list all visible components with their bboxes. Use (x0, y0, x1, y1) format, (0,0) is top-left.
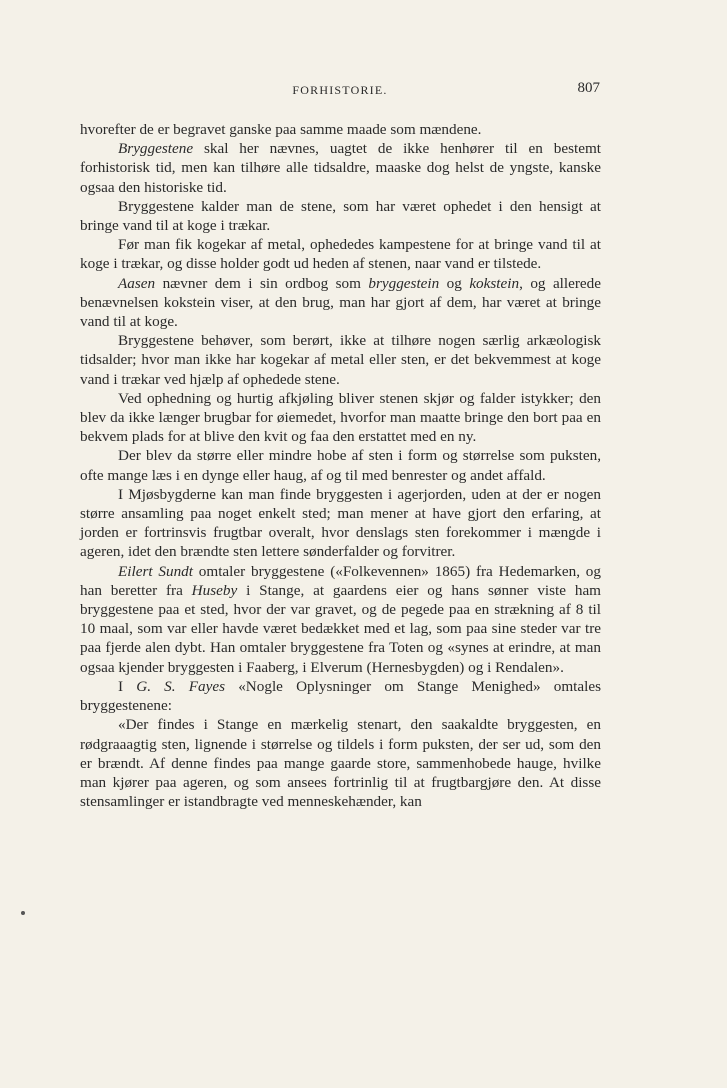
text-run: I (118, 677, 137, 695)
paragraph (80, 120, 601, 139)
text-run: Før man fik kogekar af metal, ophededes kampestene for at bringe vand til at koge i trækar, og disse holder godt ud heden af stenen, naar vand er tilstede. (80, 236, 601, 273)
text-run: hvorefter de er begravet ganske paa samme maade som mændene. (80, 121, 482, 138)
text-run: skal her nævnes, uagtet de ikke henhører til en bestemt forhistorisk tid, men kan tilhøre alle tidsaldre, maaske dog helst de yngste, kanske ogsaa den historiske tid. (80, 140, 601, 196)
paragraph (80, 139, 601, 197)
page-number: 807 (577, 80, 600, 96)
running-head: FORHISTORIE. (292, 83, 388, 97)
italic-text: Aasen (118, 274, 156, 292)
italic-text: Eilert Sundt (118, 562, 193, 580)
text-run: «Nogle Oplysninger om Stange Menighed» omtales bryggestenene: (80, 677, 602, 715)
text-run: I Mjøsbygderne kan man finde bryggesten i agerjorden, uden at der er nogen større ansamling paa noget enkelt sted; man mener at have gjort den erfaring, at jorden er fortrinsvis frugtbar overalt, hvor denslags sten forekommer i mængde i ageren, idet den brændte sten lettere sønderfalder og forvitrer. (80, 485, 601, 561)
text-run: omtaler bryggestene («Folkevennen» 1865) fra Hedemarken, og han beretter fra (80, 562, 601, 599)
page-header (80, 80, 600, 100)
italic-text: Bryggestene (118, 140, 194, 158)
italic-text: kokstein (469, 274, 520, 292)
paragraph (80, 197, 601, 235)
text-run: , og allerede benævnelsen kokstein viser, at den brug, man har gjort af dem, har været at bringe vand til at koge. (80, 274, 602, 331)
paragraph (80, 715, 601, 811)
text-run: «Der findes i Stange en mærkelig stenart, den saakaldte bryggesten, en rødgraaagtig sten, lignende i størrelse og tildels i form puksten, der ser ud, som den er brændt. Af denne findes paa mange gaarde store, sammenhobede hauge, hvilke man kjører paa ageren, og som ansees fortrinlig til at frugtbargjøre den. At disse stensamlinger er istandbragte ved menneskehænder, kan (80, 716, 601, 811)
paragraph (80, 446, 601, 484)
paragraph (80, 331, 601, 389)
paragraph (80, 562, 601, 677)
body-text (80, 120, 601, 811)
paragraph (80, 485, 601, 562)
paragraph (80, 235, 601, 273)
paragraph (80, 677, 601, 715)
paragraph (80, 389, 601, 447)
text-run: Ved ophedning og hurtig afkjøling bliver stenen skjør og falder istykker; den blev da ikke længer brugbar for øiemedet, hvorfor man maatte bringe den bort paa en bekvem plads for at blive den kvit og faa den erstattet med en ny. (80, 389, 601, 446)
text-run: nævner dem i sin ordbog som (155, 274, 369, 292)
italic-text: Huseby (191, 581, 238, 599)
italic-text: G. S. Fayes (136, 677, 226, 695)
text-run: Bryggestene behøver, som berørt, ikke at tilhøre nogen særlig arkæologisk tidsalder; hvor man ikke har kogekar af metal eller sten, er det bekvemmest at koge vand i trækar ved hjælp af ophedede stene. (80, 332, 601, 388)
margin-dot (21, 911, 25, 915)
text-run: Der blev da større eller mindre hobe af sten i form og størrelse som puksten, ofte mange læs i en dynge eller haug, af og til med benrester og andet affald. (80, 447, 601, 484)
paragraph (80, 274, 601, 332)
text-run: og (439, 274, 470, 292)
text-run: i Stange, at gaardens eier og hans sønner viste ham bryggestene paa et sted, hvor der var gravet, og de pegede paa en strækning af 8 til 10 maal, som var eller havde været bedækket med et lag, som paa sine steder var tre paa fjerde alen dybt. Han omtaler bryggestene fra Toten og «synes at erindre, at man ogsaa kjender bryggesten i Faaberg, i Elverum (Hernesbygden) og i Rendalen». (80, 581, 601, 676)
italic-text: bryggestein (368, 274, 440, 292)
text-run: Bryggestene kalder man de stene, som har været ophedet i den hensigt at bringe vand til at koge i trækar. (80, 197, 601, 235)
